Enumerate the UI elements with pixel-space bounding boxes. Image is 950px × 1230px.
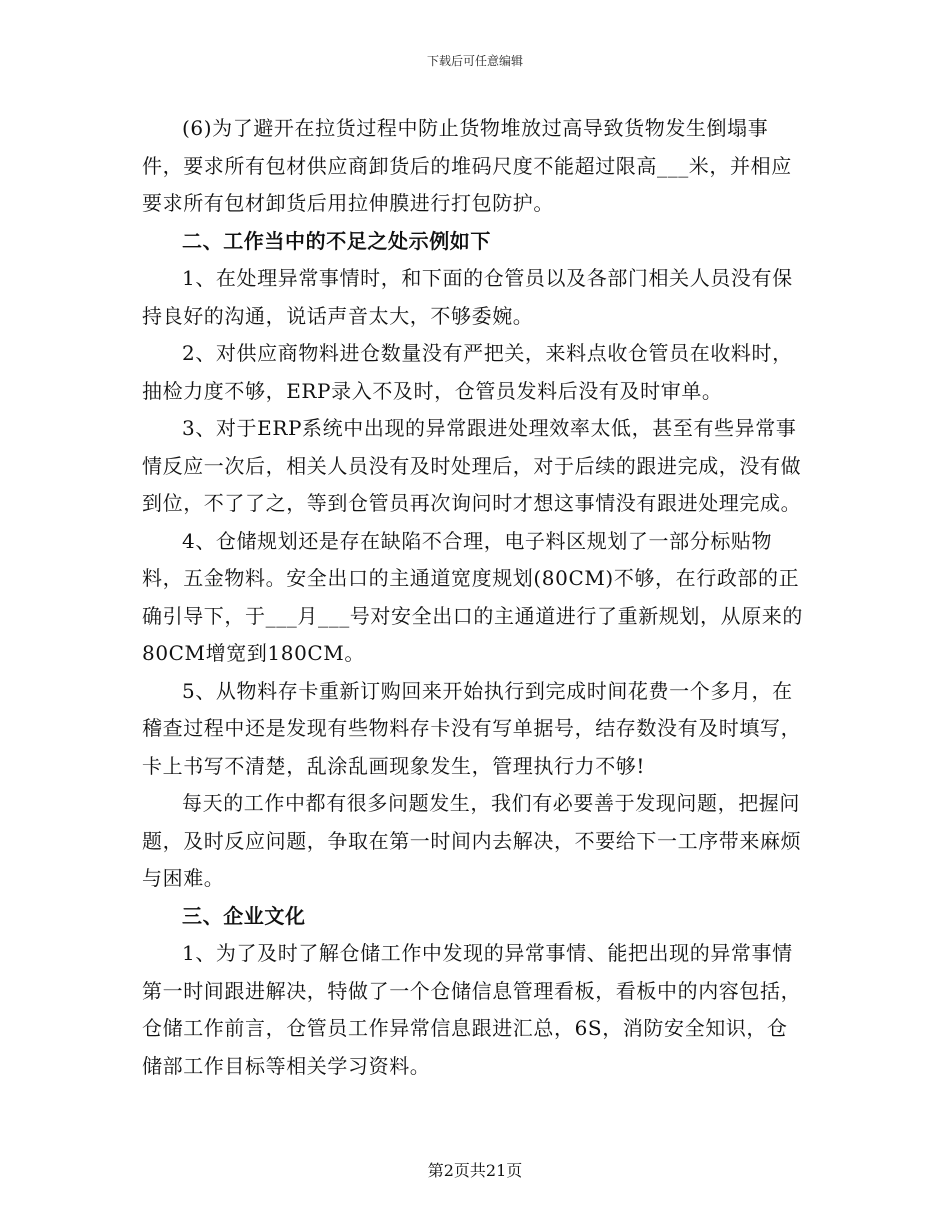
paragraph-shortcoming-1: 1、在处理异常事情时，和下面的仓管员以及各部门相关人员没有保持良好的沟通，说话声音太大，不够委婉。	[142, 266, 793, 328]
paragraph-shortcoming-3: 3、对于ERP系统中出现的异常跟进处理效率太低，甚至有些异常事情反应一次后，相关人员没有及时处理后，对于后续的跟进完成，没有做到位，不了了之，等到仓管员再次询问时才想这事情没有跟进处理完成。	[142, 416, 802, 515]
document-body	[142, 110, 808, 1085]
paragraph-shortcoming-2: 2、对供应商物料进仓数量没有严把关，来料点收仓管员在收料时，抽检力度不够，ERP录入不及时，仓管员发料后没有及时审单。	[142, 341, 793, 403]
paragraph-shortcoming-4: 4、仓储规划还是存在缺陷不合理，电子料区规划了一部分标贴物料，五金物料。安全出口的主通道宽度规划(80CM)不够，在行政部的正确引导下，于___月___号对安全出口的主通道进行了重新规划，从原来的80CM增宽到180CM。	[142, 528, 803, 665]
section-heading-shortcomings: 二、工作当中的不足之处示例如下	[182, 228, 491, 253]
section-heading-culture: 三、企业文化	[182, 903, 306, 928]
page-footer: 第2页共21页	[427, 1161, 523, 1180]
paragraph-item-6: (6)为了避开在拉货过程中防止货物堆放过高导致货物发生倒塌事件，要求所有包材供应商卸货后的堆码尺度不能超过限高___米，并相应要求所有包材卸货后用拉伸膜进行打包防护。	[142, 116, 792, 215]
paragraph-summary: 每天的工作中都有很多问题发生，我们有必要善于发现问题，把握问题，及时反应问题，争取在第一时间内去解决，不要给下一工序带来麻烦与困难。	[142, 791, 802, 890]
page-header: 下载后可任意编辑	[426, 54, 523, 68]
paragraph-culture-1: 1、为了及时了解仓储工作中发现的异常事情、能把出现的异常事情第一时间跟进解决，特做了一个仓储信息管理看板，看板中的内容包括，仓储工作前言，仓管员工作异常信息跟进汇总，6S，消防安全知识，仓储部工作目标等相关学习资料。	[142, 941, 802, 1078]
paragraph-shortcoming-5: 5、从物料存卡重新订购回来开始执行到完成时间花费一个多月，在稽查过程中还是发现有些物料存卡没有写单据号，结存数没有及时填写，卡上书写不清楚，乱涂乱画现象发生，管理执行力不够!	[142, 678, 802, 778]
